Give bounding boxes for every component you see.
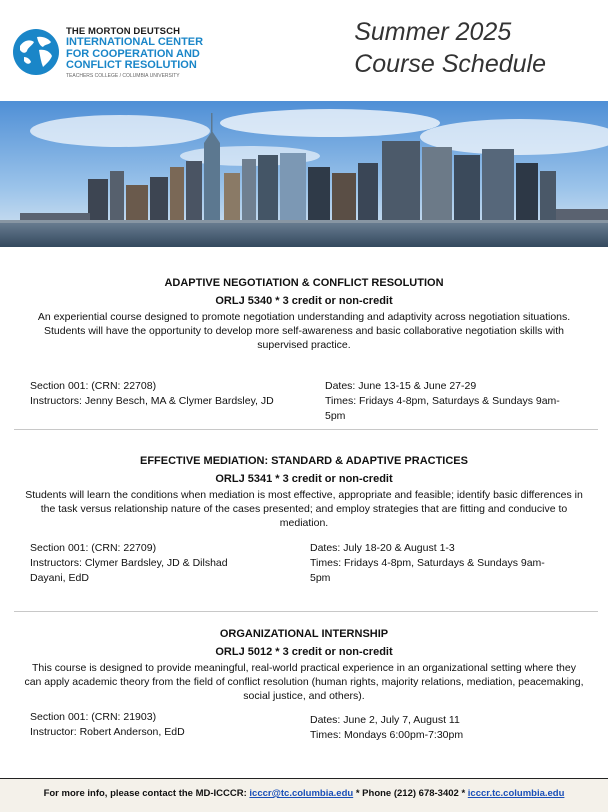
course-times: Times: Fridays 4-8pm, Saturdays & Sundays 9am-5pm [325,395,560,422]
section-divider [14,611,598,612]
course-title: ADAPTIVE NEGOTIATION & CONFLICT RESOLUTION [164,277,444,289]
footer-prefix: For more info, please contact the MD-ICCCR: [43,788,250,799]
course-instructors: Instructor: Robert Anderson, EdD [30,726,185,738]
center-logo [12,26,222,82]
course-3-section-info [30,710,290,740]
course-section-crn: Section 001: (CRN: 21903) [30,711,157,723]
logo-line-5: TEACHERS COLLEGE / COLUMBIA UNIVERSITY [66,72,180,79]
course-section-1 [0,276,608,352]
course-dates: Dates: June 13-15 & June 27-29 [325,380,477,392]
course-2-schedule-info [310,541,550,586]
globe-icon [12,28,60,76]
footer-contact [0,788,608,799]
footer-website-link[interactable]: icccr.tc.columbia.edu [467,788,565,799]
course-description: This course is designed to provide meaningful, real-world practical experience in an organizational setting where they can apply academic theory from the field of conflict resolution (human rights, majority relations, mediation, peacemaking, social justice, and others). [24,662,584,702]
logo-line-3: FOR COOPERATION AND [66,47,200,60]
footer-email-link[interactable]: icccr@tc.columbia.edu [249,788,354,799]
section-divider [14,429,598,430]
course-code: ORLJ 5340 * 3 credit or non-credit [215,295,393,307]
page-title-line-2: Course Schedule [354,50,546,78]
course-3-schedule-info [310,713,570,743]
course-1-schedule-info [325,379,565,424]
footer [0,778,608,812]
course-title: EFFECTIVE MEDIATION: STANDARD & ADAPTIVE PRACTICES [140,455,468,467]
course-times: Times: Fridays 4-8pm, Saturdays & Sundays 9am-5pm [310,557,545,584]
course-section-2 [0,454,608,530]
logo-line-4: CONFLICT RESOLUTION [66,59,197,71]
course-times: Times: Mondays 6:00pm-7:30pm [310,729,464,741]
page-title [354,16,546,80]
page-title-line-1: Summer 2025 [354,18,512,46]
course-title: ORGANIZATIONAL INTERNSHIP [219,628,389,640]
logo-line-1: THE MORTON DEUTSCH [66,26,181,37]
course-section-crn: Section 001: (CRN: 22709) [30,542,157,554]
course-instructors: Instructors: Jenny Besch, MA & Clymer Bardsley, JD [30,395,274,407]
footer-phone: * Phone (212) 678-3402 * [353,788,468,799]
course-code: ORLJ 5341 * 3 credit or non-credit [215,473,393,485]
course-description: An experiential course designed to promote negotiation understanding and adaptivity across negotiation situations. Students will have the opportunity to develop more self-awareness and basic collaborative negotiation skills with supervised practice. [37,311,571,351]
course-description: Students will learn the conditions when mediation is most effective, appropriate and feasible; identify basic differences in the task versus relationship nature of the cases presented; and employ strategies that are fitting and conducive to mediation. [25,489,583,529]
course-code: ORLJ 5012 * 3 credit or non-credit [215,646,393,658]
course-2-section-info [30,541,235,586]
course-instructors: Instructors: Clymer Bardsley, JD & Dilshad Dayani, EdD [30,557,228,584]
city-skyline-image [0,101,608,247]
course-section-3 [0,627,608,703]
course-dates: Dates: July 18-20 & August 1-3 [310,542,455,554]
course-dates: Dates: June 2, July 7, August 11 [310,714,460,726]
course-1-section-info [30,379,300,409]
logo-line-2: INTERNATIONAL CENTER [66,36,204,48]
course-section-crn: Section 001: (CRN: 22708) [30,380,157,392]
